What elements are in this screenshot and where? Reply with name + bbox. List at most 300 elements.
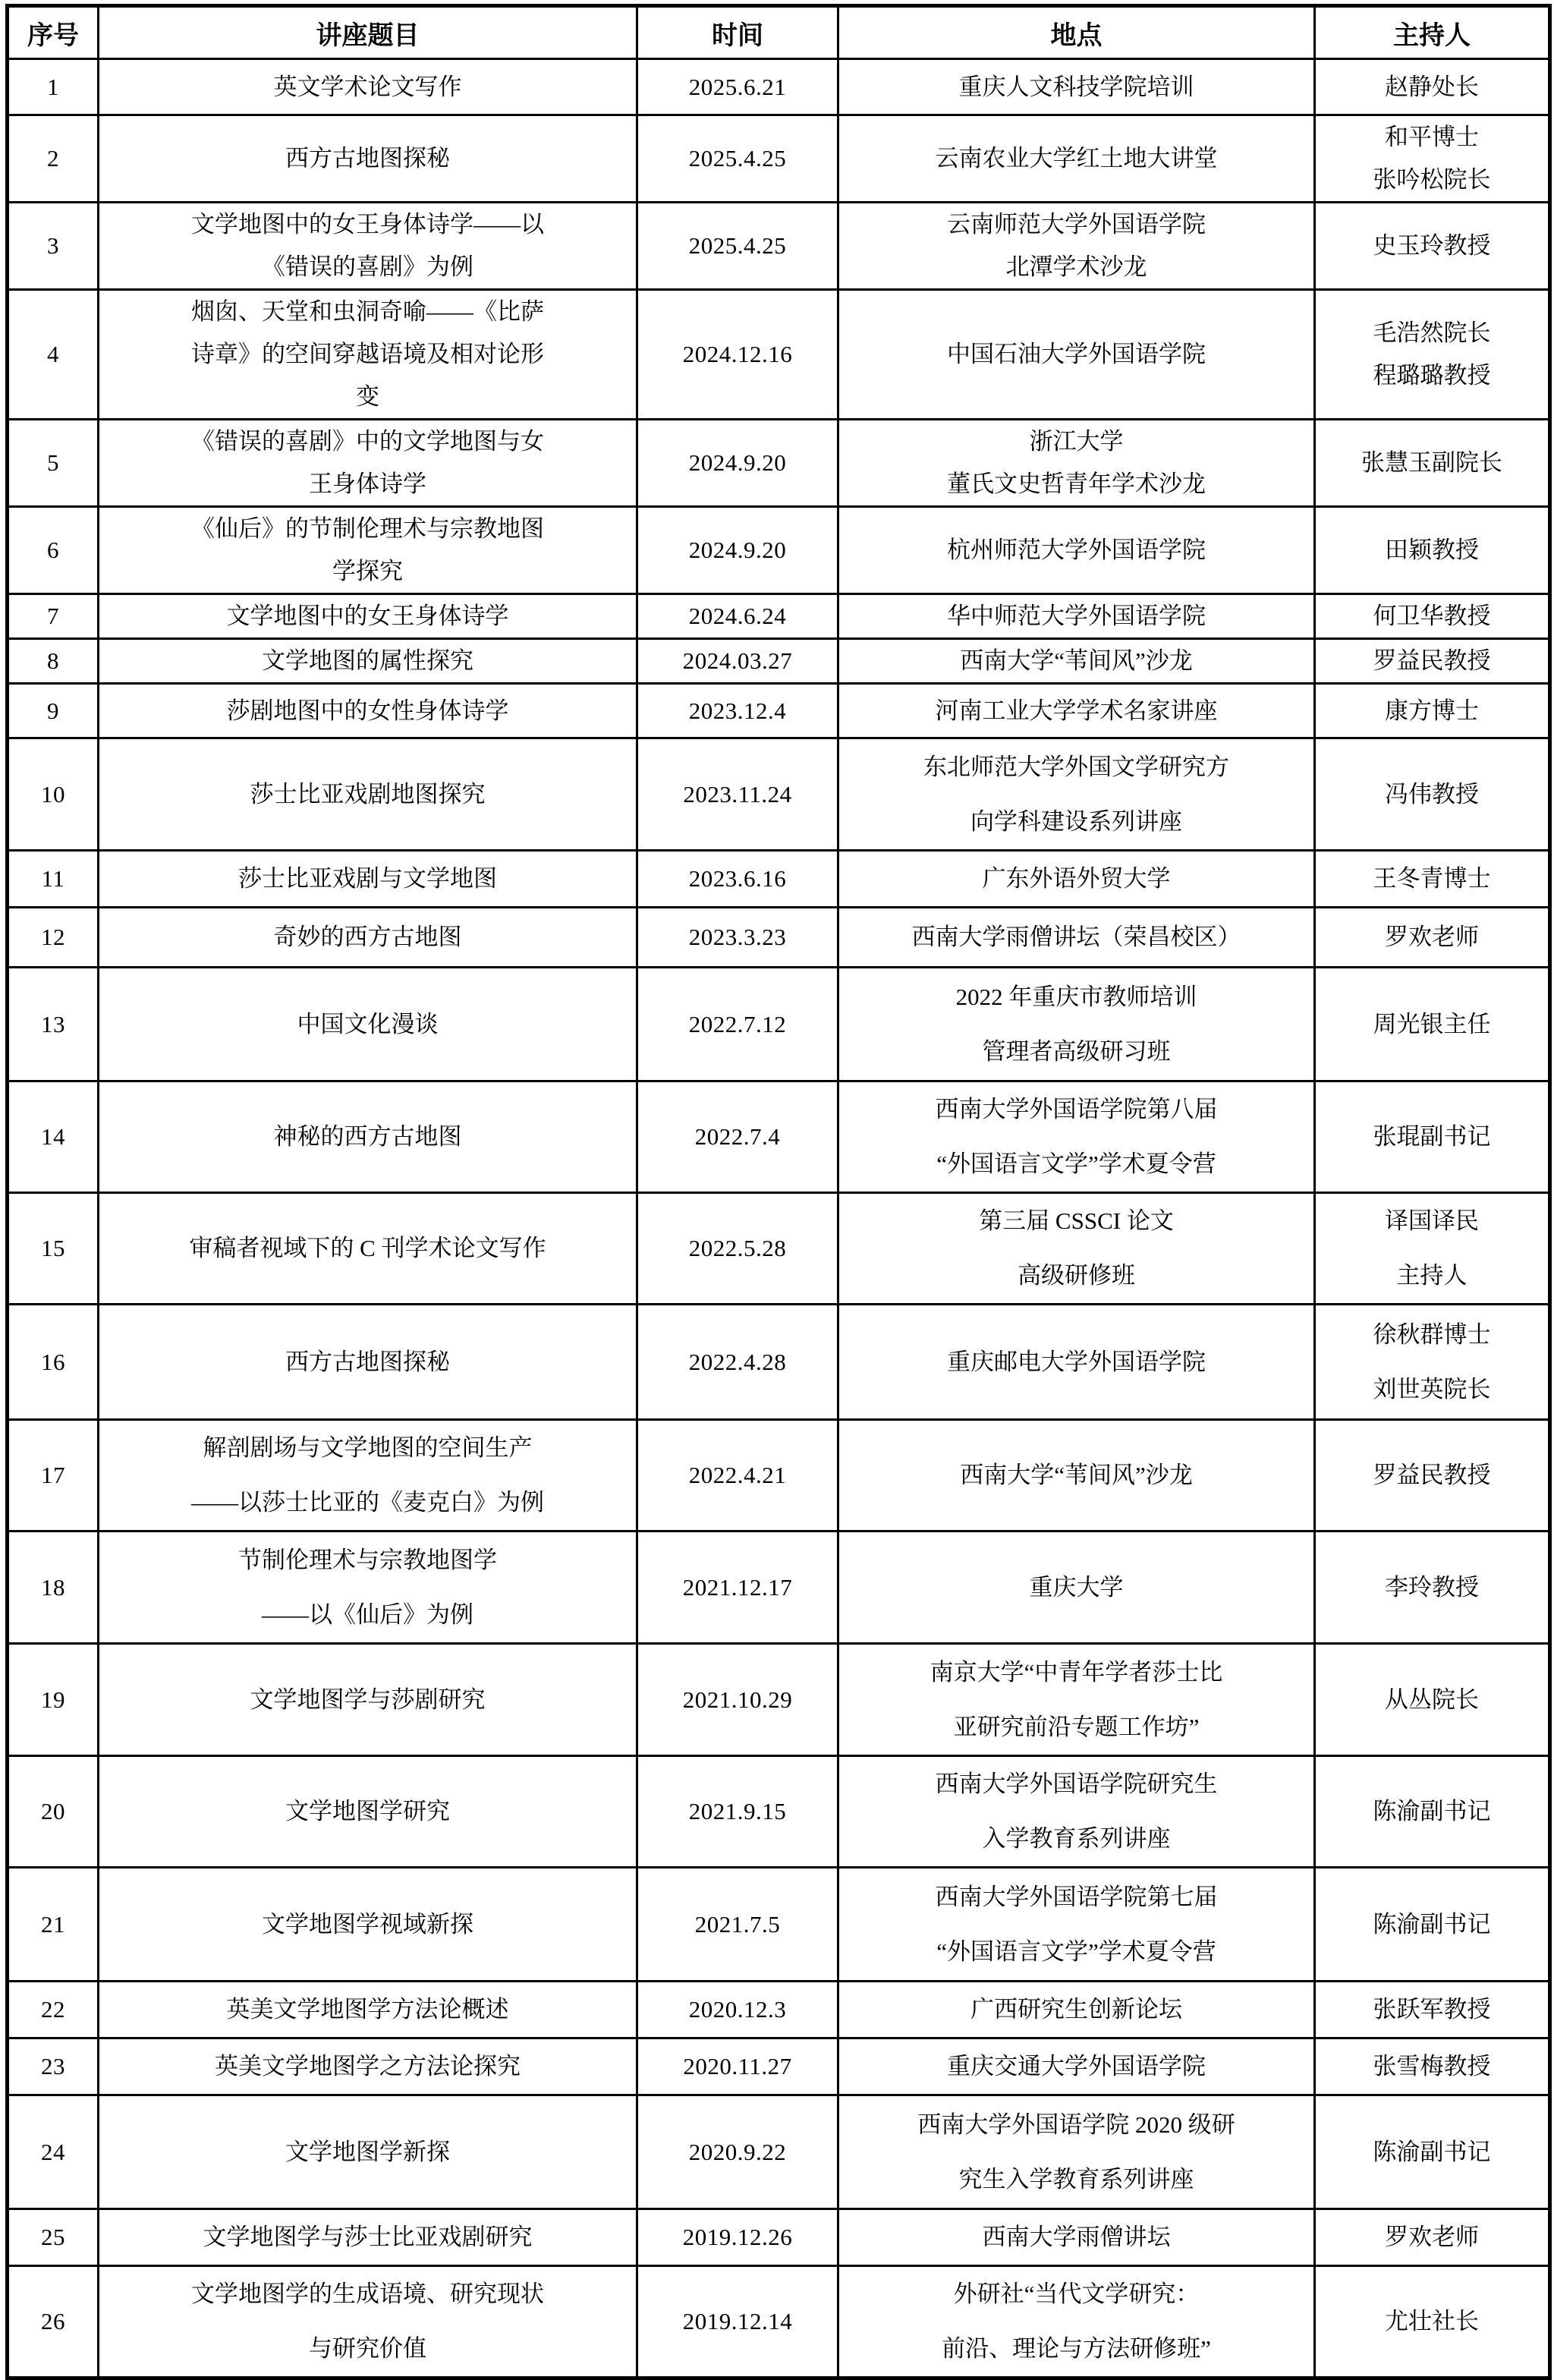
text-line: 王冬青博士 [1373, 865, 1491, 892]
table-row [8, 1305, 1550, 1420]
cell-time [637, 2038, 838, 2095]
text-line: 重庆邮电大学外国语学院 [947, 1348, 1206, 1375]
cell-host [1315, 290, 1550, 420]
text-line: 2024.6.24 [688, 603, 787, 629]
cell-time [637, 1756, 838, 1868]
text-line: 李玲教授 [1385, 1573, 1479, 1601]
text-line: 文学地图学与莎剧研究 [250, 1686, 486, 1713]
text-line: 王身体诗学 [309, 471, 426, 497]
text-line: 西方古地图探秘 [285, 1348, 450, 1375]
table-row [8, 738, 1550, 851]
text-line: 学探究 [332, 558, 403, 584]
text-line: 1 [47, 73, 59, 100]
cell-time [637, 1420, 838, 1532]
table-row [8, 115, 1550, 203]
text-line: 毛浩然院长 [1373, 320, 1491, 346]
cell-host [1315, 420, 1550, 507]
cell-no [8, 59, 99, 115]
cell-time [637, 1982, 838, 2038]
text-line: ——以《仙后》为例 [262, 1601, 473, 1628]
text-line: 西南大学“苇间风”沙龙 [960, 1462, 1193, 1488]
text-line: “外国语言文学”学术夏令营 [936, 1151, 1216, 1177]
cell-location [838, 115, 1315, 203]
cell-title [99, 851, 637, 908]
cell-location [838, 2038, 1315, 2095]
table-row [8, 2095, 1550, 2209]
text-line: 亚研究前沿专题工作坊” [953, 1713, 1200, 1740]
cell-time [637, 1193, 838, 1305]
text-line: 17 [41, 1462, 65, 1488]
text-line: 2024.9.20 [688, 449, 787, 476]
text-line: 2021.10.29 [682, 1686, 793, 1713]
text-line: 莎士比亚戏剧与文学地图 [238, 865, 497, 892]
text-line: 英美文学地图学方法论概述 [226, 1996, 509, 2023]
text-line: 解剖剧场与文学地图的空间生产 [203, 1434, 533, 1461]
table-row [8, 1756, 1550, 1868]
cell-location [838, 290, 1315, 420]
cell-no [8, 507, 99, 594]
cell-location [838, 851, 1315, 908]
cell-time [637, 1532, 838, 1644]
text-line: 程璐璐教授 [1373, 362, 1491, 389]
cell-time [637, 1081, 838, 1193]
cell-location [838, 1420, 1315, 1532]
table-row [8, 1081, 1550, 1193]
text-line: 26 [41, 2308, 65, 2334]
text-line: 西南大学外国语学院第七届 [935, 1883, 1218, 1910]
table-row [8, 1868, 1550, 1982]
cell-no [8, 2209, 99, 2266]
text-line: 24 [41, 2138, 65, 2165]
text-line: 2023.3.23 [688, 924, 787, 950]
cell-title [99, 507, 637, 594]
cell-no [8, 2266, 99, 2378]
text-line: 奇妙的西方古地图 [273, 924, 462, 950]
text-line: 陈渝副书记 [1373, 1798, 1491, 1824]
text-line: 重庆人文科技学院培训 [958, 73, 1194, 100]
cell-no [8, 1305, 99, 1420]
cell-location [838, 1305, 1315, 1420]
text-line: 节制伦理术与宗教地图学 [238, 1546, 497, 1573]
cell-time [637, 1644, 838, 1756]
cell-time [637, 2266, 838, 2378]
text-line: 2023.11.24 [683, 780, 792, 808]
cell-location [838, 1532, 1315, 1644]
cell-no [8, 2038, 99, 2095]
text-line: 2025.4.25 [688, 232, 787, 259]
table-row [8, 1644, 1550, 1756]
cell-location [838, 1193, 1315, 1305]
text-line: 文学地图的属性探究 [262, 647, 473, 674]
text-line: 究生入学教育系列讲座 [958, 2165, 1194, 2193]
text-line: 8 [47, 647, 59, 674]
cell-host [1315, 1420, 1550, 1532]
text-line: 河南工业大学学术名家讲座 [935, 697, 1218, 724]
table-row [8, 2209, 1550, 2266]
text-line: 11 [41, 865, 65, 892]
cell-host [1315, 908, 1550, 968]
table-row [8, 684, 1550, 738]
cell-time [637, 594, 838, 639]
cell-location [838, 2266, 1315, 2378]
cell-host [1315, 115, 1550, 203]
cell-time [637, 115, 838, 203]
text-line: 冯伟教授 [1385, 780, 1479, 808]
cell-title [99, 2038, 637, 2095]
cell-title [99, 290, 637, 420]
text-line: 主持人 [1396, 1262, 1467, 1289]
cell-location [838, 908, 1315, 968]
col-header-time: 时间 [637, 6, 838, 59]
text-line: 13 [41, 1010, 65, 1037]
text-line: 2 [47, 145, 59, 172]
cell-time [637, 851, 838, 908]
cell-host [1315, 1756, 1550, 1868]
text-line: 2019.12.14 [682, 2308, 793, 2334]
table-row [8, 2038, 1550, 2095]
text-line: 莎剧地图中的女性身体诗学 [226, 697, 509, 724]
cell-no [8, 203, 99, 290]
table-row [8, 59, 1550, 115]
cell-time [637, 2209, 838, 2266]
cell-title [99, 639, 637, 684]
text-line: 重庆交通大学外国语学院 [947, 2053, 1206, 2079]
cell-title [99, 420, 637, 507]
col-header-host: 主持人 [1315, 6, 1550, 59]
text-line: 6 [47, 537, 59, 563]
text-line: 2021.9.15 [688, 1798, 787, 1824]
cell-time [637, 684, 838, 738]
text-line: 西南大学雨僧讲坛 [982, 2224, 1171, 2250]
table-row [8, 1420, 1550, 1532]
cell-title [99, 1756, 637, 1868]
text-line: 18 [41, 1573, 65, 1601]
table-row [8, 1532, 1550, 1644]
text-line: 20 [41, 1798, 65, 1824]
header-row [8, 6, 1550, 59]
text-line: 2024.9.20 [688, 537, 787, 563]
text-line: 何卫华教授 [1373, 603, 1491, 629]
text-line: 12 [41, 924, 65, 950]
text-line: 罗益民教授 [1373, 1462, 1491, 1488]
cell-location [838, 639, 1315, 684]
cell-time [637, 908, 838, 968]
cell-title [99, 115, 637, 203]
text-line: 《仙后》的节制伦理术与宗教地图 [191, 515, 544, 542]
text-line: 刘世英院长 [1373, 1375, 1491, 1402]
cell-no [8, 1081, 99, 1193]
cell-no [8, 115, 99, 203]
cell-time [637, 420, 838, 507]
cell-title [99, 1532, 637, 1644]
table-row [8, 968, 1550, 1081]
text-line: 外研社“当代文学研究： [953, 2281, 1200, 2307]
text-line: 张慧玉副院长 [1361, 449, 1502, 476]
cell-host [1315, 59, 1550, 115]
lectures-table [5, 4, 1552, 2380]
cell-host [1315, 594, 1550, 639]
text-line: 罗益民教授 [1373, 647, 1491, 674]
text-line: 7 [47, 603, 59, 629]
text-line: 杭州师范大学外国语学院 [947, 537, 1206, 563]
text-line: 2024.12.16 [682, 341, 793, 367]
cell-title [99, 968, 637, 1081]
cell-time [637, 2095, 838, 2209]
cell-location [838, 2095, 1315, 2209]
text-line: 西南大学外国语学院第八届 [935, 1096, 1218, 1122]
text-line: 《错误的喜剧》为例 [262, 253, 473, 280]
table-row [8, 851, 1550, 908]
text-line: 2022.4.21 [688, 1462, 787, 1488]
cell-title [99, 684, 637, 738]
text-line: 尤壮社长 [1385, 2308, 1479, 2334]
cell-title [99, 1644, 637, 1756]
text-line: 罗欢老师 [1385, 924, 1479, 950]
cell-title [99, 738, 637, 851]
cell-no [8, 851, 99, 908]
text-line: 2022.7.12 [688, 1010, 787, 1037]
cell-location [838, 1868, 1315, 1982]
text-line: 16 [41, 1348, 65, 1375]
text-line: 陈渝副书记 [1373, 1910, 1491, 1938]
text-line: 史玉玲教授 [1373, 232, 1491, 259]
cell-host [1315, 851, 1550, 908]
cell-no [8, 1982, 99, 2038]
text-line: 文学地图学的生成语境、研究现状 [191, 2281, 544, 2307]
text-line: 从丛院长 [1385, 1686, 1479, 1713]
text-line: “外国语言文学”学术夏令营 [936, 1938, 1216, 1965]
text-line: 文学地图学与莎士比亚戏剧研究 [203, 2224, 533, 2250]
cell-location [838, 2209, 1315, 2266]
text-line: 《错误的喜剧》中的文学地图与女 [191, 428, 544, 455]
text-line: 14 [41, 1123, 65, 1150]
text-line: 北潭学术沙龙 [1005, 253, 1147, 280]
text-line: 入学教育系列讲座 [982, 1825, 1171, 1852]
cell-no [8, 1420, 99, 1532]
cell-title [99, 1868, 637, 1982]
cell-title [99, 1305, 637, 1420]
cell-no [8, 684, 99, 738]
text-line: 23 [41, 2053, 65, 2079]
cell-host [1315, 2266, 1550, 2378]
text-line: 19 [41, 1686, 65, 1713]
text-line: 2023.12.4 [688, 697, 787, 724]
text-line: 高级研修班 [1018, 1262, 1135, 1289]
cell-location [838, 968, 1315, 1081]
cell-no [8, 639, 99, 684]
text-line: 2020.9.22 [688, 2138, 787, 2165]
text-line: 西方古地图探秘 [285, 145, 450, 172]
table-row [8, 290, 1550, 420]
cell-host [1315, 2038, 1550, 2095]
text-line: 第三届 CSSCI 论文 [979, 1207, 1174, 1234]
col-header-no: 序号 [8, 6, 99, 59]
text-line: 2022.7.4 [694, 1123, 781, 1150]
text-line: 赵静处长 [1385, 73, 1479, 100]
table-row [8, 908, 1550, 968]
cell-location [838, 738, 1315, 851]
cell-time [637, 290, 838, 420]
text-line: 罗欢老师 [1385, 2224, 1479, 2250]
cell-location [838, 507, 1315, 594]
text-line: 22 [41, 1996, 65, 2023]
text-line: 南京大学“中青年学者莎士比 [930, 1658, 1223, 1686]
cell-location [838, 1081, 1315, 1193]
cell-no [8, 1644, 99, 1756]
text-line: 文学地图学新探 [285, 2138, 450, 2165]
text-line: 周光银主任 [1373, 1010, 1491, 1037]
cell-location [838, 1644, 1315, 1756]
text-line: 重庆大学 [1029, 1573, 1124, 1601]
text-line: 2020.11.27 [683, 2053, 792, 2079]
text-line: 变 [356, 383, 379, 410]
text-line: 云南师范大学外国语学院 [947, 211, 1206, 238]
cell-no [8, 968, 99, 1081]
cell-time [637, 968, 838, 1081]
text-line: 向学科建设系列讲座 [970, 808, 1182, 835]
cell-no [8, 420, 99, 507]
text-line: 管理者高级研习班 [982, 1037, 1171, 1065]
text-line: 陈渝副书记 [1373, 2138, 1491, 2165]
text-line: 文学地图中的女王身体诗学 [226, 603, 509, 629]
table-row [8, 1193, 1550, 1305]
cell-location [838, 684, 1315, 738]
text-line: 4 [47, 341, 59, 367]
cell-no [8, 1868, 99, 1982]
table-row [8, 420, 1550, 507]
cell-no [8, 1193, 99, 1305]
text-line: 东北师范大学外国文学研究方 [923, 753, 1229, 780]
text-line: 张跃军教授 [1373, 1996, 1491, 2023]
cell-location [838, 59, 1315, 115]
col-header-title: 讲座题目 [99, 6, 637, 59]
table-row [8, 1982, 1550, 2038]
cell-location [838, 594, 1315, 639]
text-line: 2022.5.28 [688, 1235, 787, 1261]
cell-host [1315, 738, 1550, 851]
cell-no [8, 1756, 99, 1868]
text-line: 2020.12.3 [688, 1996, 787, 2023]
text-line: 西南大学“苇间风”沙龙 [960, 647, 1193, 674]
text-line: 2021.12.17 [682, 1573, 793, 1601]
text-line: 徐秋群博士 [1373, 1321, 1491, 1348]
text-line: 9 [47, 697, 59, 724]
text-line: 云南农业大学红土地大讲堂 [935, 145, 1218, 172]
cell-time [637, 639, 838, 684]
cell-title [99, 2095, 637, 2209]
cell-host [1315, 1982, 1550, 2038]
table-row [8, 203, 1550, 290]
text-line: 中国石油大学外国语学院 [947, 341, 1206, 367]
text-line: 诗章》的空间穿越语境及相对论形 [191, 341, 544, 367]
text-line: 张琨副书记 [1373, 1123, 1491, 1150]
text-line: 英美文学地图学之方法论探究 [215, 2053, 521, 2079]
text-line: 广东外语外贸大学 [982, 865, 1171, 892]
text-line: 2025.4.25 [688, 145, 787, 172]
text-line: 康方博士 [1385, 697, 1479, 724]
cell-title [99, 2266, 637, 2378]
cell-host [1315, 1305, 1550, 1420]
cell-host [1315, 639, 1550, 684]
cell-no [8, 2095, 99, 2209]
cell-host [1315, 507, 1550, 594]
cell-host [1315, 1644, 1550, 1756]
text-line: 文学地图学视域新探 [262, 1910, 473, 1938]
text-line: 2024.03.27 [682, 647, 793, 674]
cell-time [637, 1305, 838, 1420]
cell-title [99, 203, 637, 290]
table-row [8, 639, 1550, 684]
text-line: 张吟松院长 [1373, 166, 1491, 193]
text-line: 审稿者视域下的 C 刊学术论文写作 [189, 1235, 546, 1261]
text-line: 张雪梅教授 [1373, 2053, 1491, 2079]
col-header-location: 地点 [838, 6, 1315, 59]
text-line: 21 [41, 1910, 65, 1938]
table-row [8, 2266, 1550, 2378]
cell-host [1315, 968, 1550, 1081]
text-line: 2019.12.26 [682, 2224, 793, 2250]
cell-host [1315, 1193, 1550, 1305]
text-line: 文学地图中的女王身体诗学——以 [191, 211, 544, 238]
text-line: 董氏文史哲青年学术沙龙 [947, 471, 1206, 497]
cell-location [838, 1756, 1315, 1868]
cell-location [838, 420, 1315, 507]
cell-title [99, 1420, 637, 1532]
cell-title [99, 1982, 637, 2038]
cell-no [8, 908, 99, 968]
cell-time [637, 507, 838, 594]
text-line: 烟囱、天堂和虫洞奇喻——《比萨 [191, 298, 544, 325]
cell-title [99, 1193, 637, 1305]
text-line: 2025.6.21 [688, 73, 787, 100]
text-line: 华中师范大学外国语学院 [947, 603, 1206, 629]
cell-title [99, 2209, 637, 2266]
text-line: 西南大学雨僧讲坛（荣昌校区） [911, 924, 1241, 950]
cell-location [838, 203, 1315, 290]
text-line: 10 [41, 780, 65, 808]
text-line: 西南大学外国语学院 2020 级研 [917, 2111, 1235, 2138]
text-line: 田颖教授 [1385, 537, 1479, 563]
text-line: 神秘的西方古地图 [273, 1123, 462, 1150]
cell-no [8, 594, 99, 639]
cell-host [1315, 1868, 1550, 1982]
cell-title [99, 59, 637, 115]
cell-title [99, 908, 637, 968]
cell-title [99, 1081, 637, 1193]
cell-time [637, 738, 838, 851]
cell-time [637, 1868, 838, 1982]
text-line: 广西研究生创新论坛 [970, 1996, 1182, 2023]
cell-title [99, 594, 637, 639]
text-line: 中国文化漫谈 [297, 1010, 439, 1037]
cell-time [637, 203, 838, 290]
cell-host [1315, 684, 1550, 738]
text-line: 25 [41, 2224, 65, 2250]
cell-no [8, 290, 99, 420]
cell-no [8, 1532, 99, 1644]
text-line: 5 [47, 449, 59, 476]
cell-host [1315, 203, 1550, 290]
cell-time [637, 59, 838, 115]
table-row [8, 507, 1550, 594]
text-line: 浙江大学 [1029, 428, 1124, 455]
text-line: 2023.6.16 [688, 865, 787, 892]
cell-location [838, 1982, 1315, 2038]
text-line: 译国译民 [1385, 1207, 1479, 1234]
text-line: 2021.7.5 [694, 1910, 781, 1938]
cell-host [1315, 2095, 1550, 2209]
text-line: 文学地图学研究 [285, 1798, 450, 1824]
